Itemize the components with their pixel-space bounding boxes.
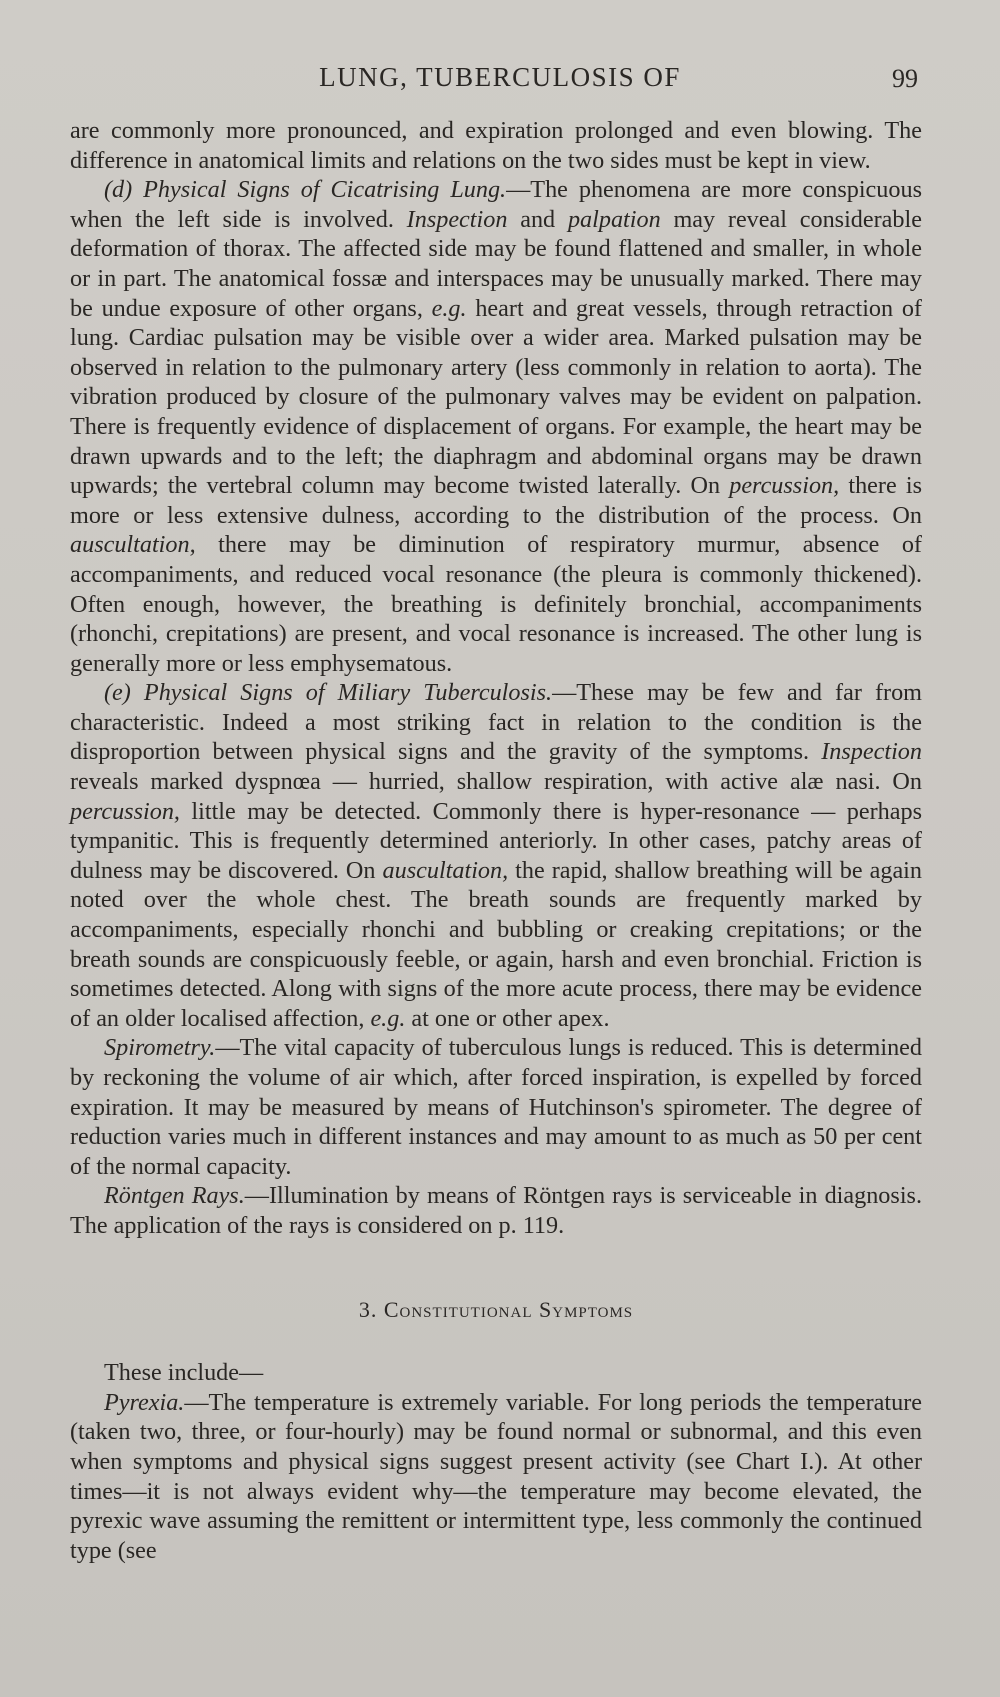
page-number: 99 [892, 64, 918, 93]
paragraph-spirometry: Spirometry.—The vital capacity of tuberculous lungs is reduced. This is determined by reckoning the volume of air which, after forced inspiration, is expelled by forced expiration. It may be measured by means of Hutchinson's spirometer. The degree of reduction varies much in different instances and may amount to as much as 50 per cent of the normal capacity. [70, 1034, 922, 1180]
subsection-heading: (e) Physical Signs of Miliary Tuberculosis. [104, 679, 553, 707]
subsection-heading: Röntgen Rays. [104, 1182, 245, 1210]
text: are commonly more pronounced, and expiration prolonged and even blowing. The difference in anatomical limits and relations on the two sides must be kept in view. [70, 117, 922, 174]
running-header [70, 62, 930, 102]
paragraph-rontgen-rays: Röntgen Rays.—Illumination by means of Röntgen rays is serviceable in diagnosis. The application of the rays is considered on p. 119. [70, 1182, 922, 1239]
paragraph-these-include: These include— [104, 1359, 264, 1387]
running-title: LUNG, TUBERCULOSIS OF [319, 62, 681, 92]
subsection-heading: Spirometry. [104, 1034, 216, 1062]
paragraph-pyrexia: Pyrexia.—The temperature is extremely variable. For long periods the temperature (taken two, three, or four-hourly) may be found normal or subnormal, and this even when symptoms and physical signs suggest present activity (see Chart I.). At other times—it is not always evident why—the temperature may become elevated, the pyrexic wave assuming the remittent or intermittent type, less commonly the continued type (see [70, 1388, 922, 1564]
body-text [70, 116, 922, 1565]
paragraph-continuation [70, 116, 922, 175]
paragraph-miliary-tuberculosis: (e) Physical Signs of Miliary Tuberculosis.—These may be few and far from characteristic. Indeed a most striking fact in relation to the condition is the disproportion between physical signs and the gravity of the symptoms. Inspection reveals marked dyspnœa — hurried, shallow respiration, with active alæ nasi. On percussion, little may be detected. Commonly there is hyper-resonance — perhaps tympanitic. This is frequently determined anteriorly. In other cases, patchy areas of dulness may be discovered. On auscultation, the rapid, shallow breathing will be again noted over the whole chest. The breath sounds are frequently marked by accompaniments, especially rhonchi and bubbling or creaking crepitations; or the breath sounds are conspicuously feeble, or again, harsh and even bronchial. Friction is sometimes detected. Along with signs of the more acute process, there may be evidence of an older localised affection, e.g. at one or other apex. [70, 679, 922, 1032]
subsection-heading: (d) Physical Signs of Cicatrising Lung. [104, 176, 507, 204]
subsection-heading: Pyrexia. [104, 1388, 185, 1416]
section-heading: 3. Constitutional Symptoms [358, 1296, 634, 1322]
paragraph-cicatrising-lung: (d) Physical Signs of Cicatrising Lung.—The phenomena are more conspicuous when the left side is involved. Inspection and palpation may reveal considerable deformation of thorax. The affected side may be found flattened and smaller, in whole or in part. The anatomical fossæ and interspaces may be unusually marked. There may be undue exposure of other organs, e.g. heart and great vessels, through retraction of lung. Cardiac pulsation may be visible over a wider area. Marked pulsation may be observed in relation to the pulmonary artery (less commonly in relation to aorta). The vibration produced by closure of the pulmonary valves may be evident on palpation. There is frequently evidence of displacement of organs. For example, the heart may be drawn upwards and to the left; the diaphragm and abdominal organs may be drawn upwards; the vertebral column may become twisted laterally. On percussion, there is more or less extensive dulness, according to the distribution of the process. On auscultation, there may be diminution of respiratory murmur, absence of accompaniments, and reduced vocal resonance (the pleura is commonly thickened). Often enough, however, the breathing is definitely bronchial, accompaniments (rhonchi, crepitations) are present, and vocal resonance is increased. The other lung is generally more or less emphysematous. [70, 176, 922, 677]
